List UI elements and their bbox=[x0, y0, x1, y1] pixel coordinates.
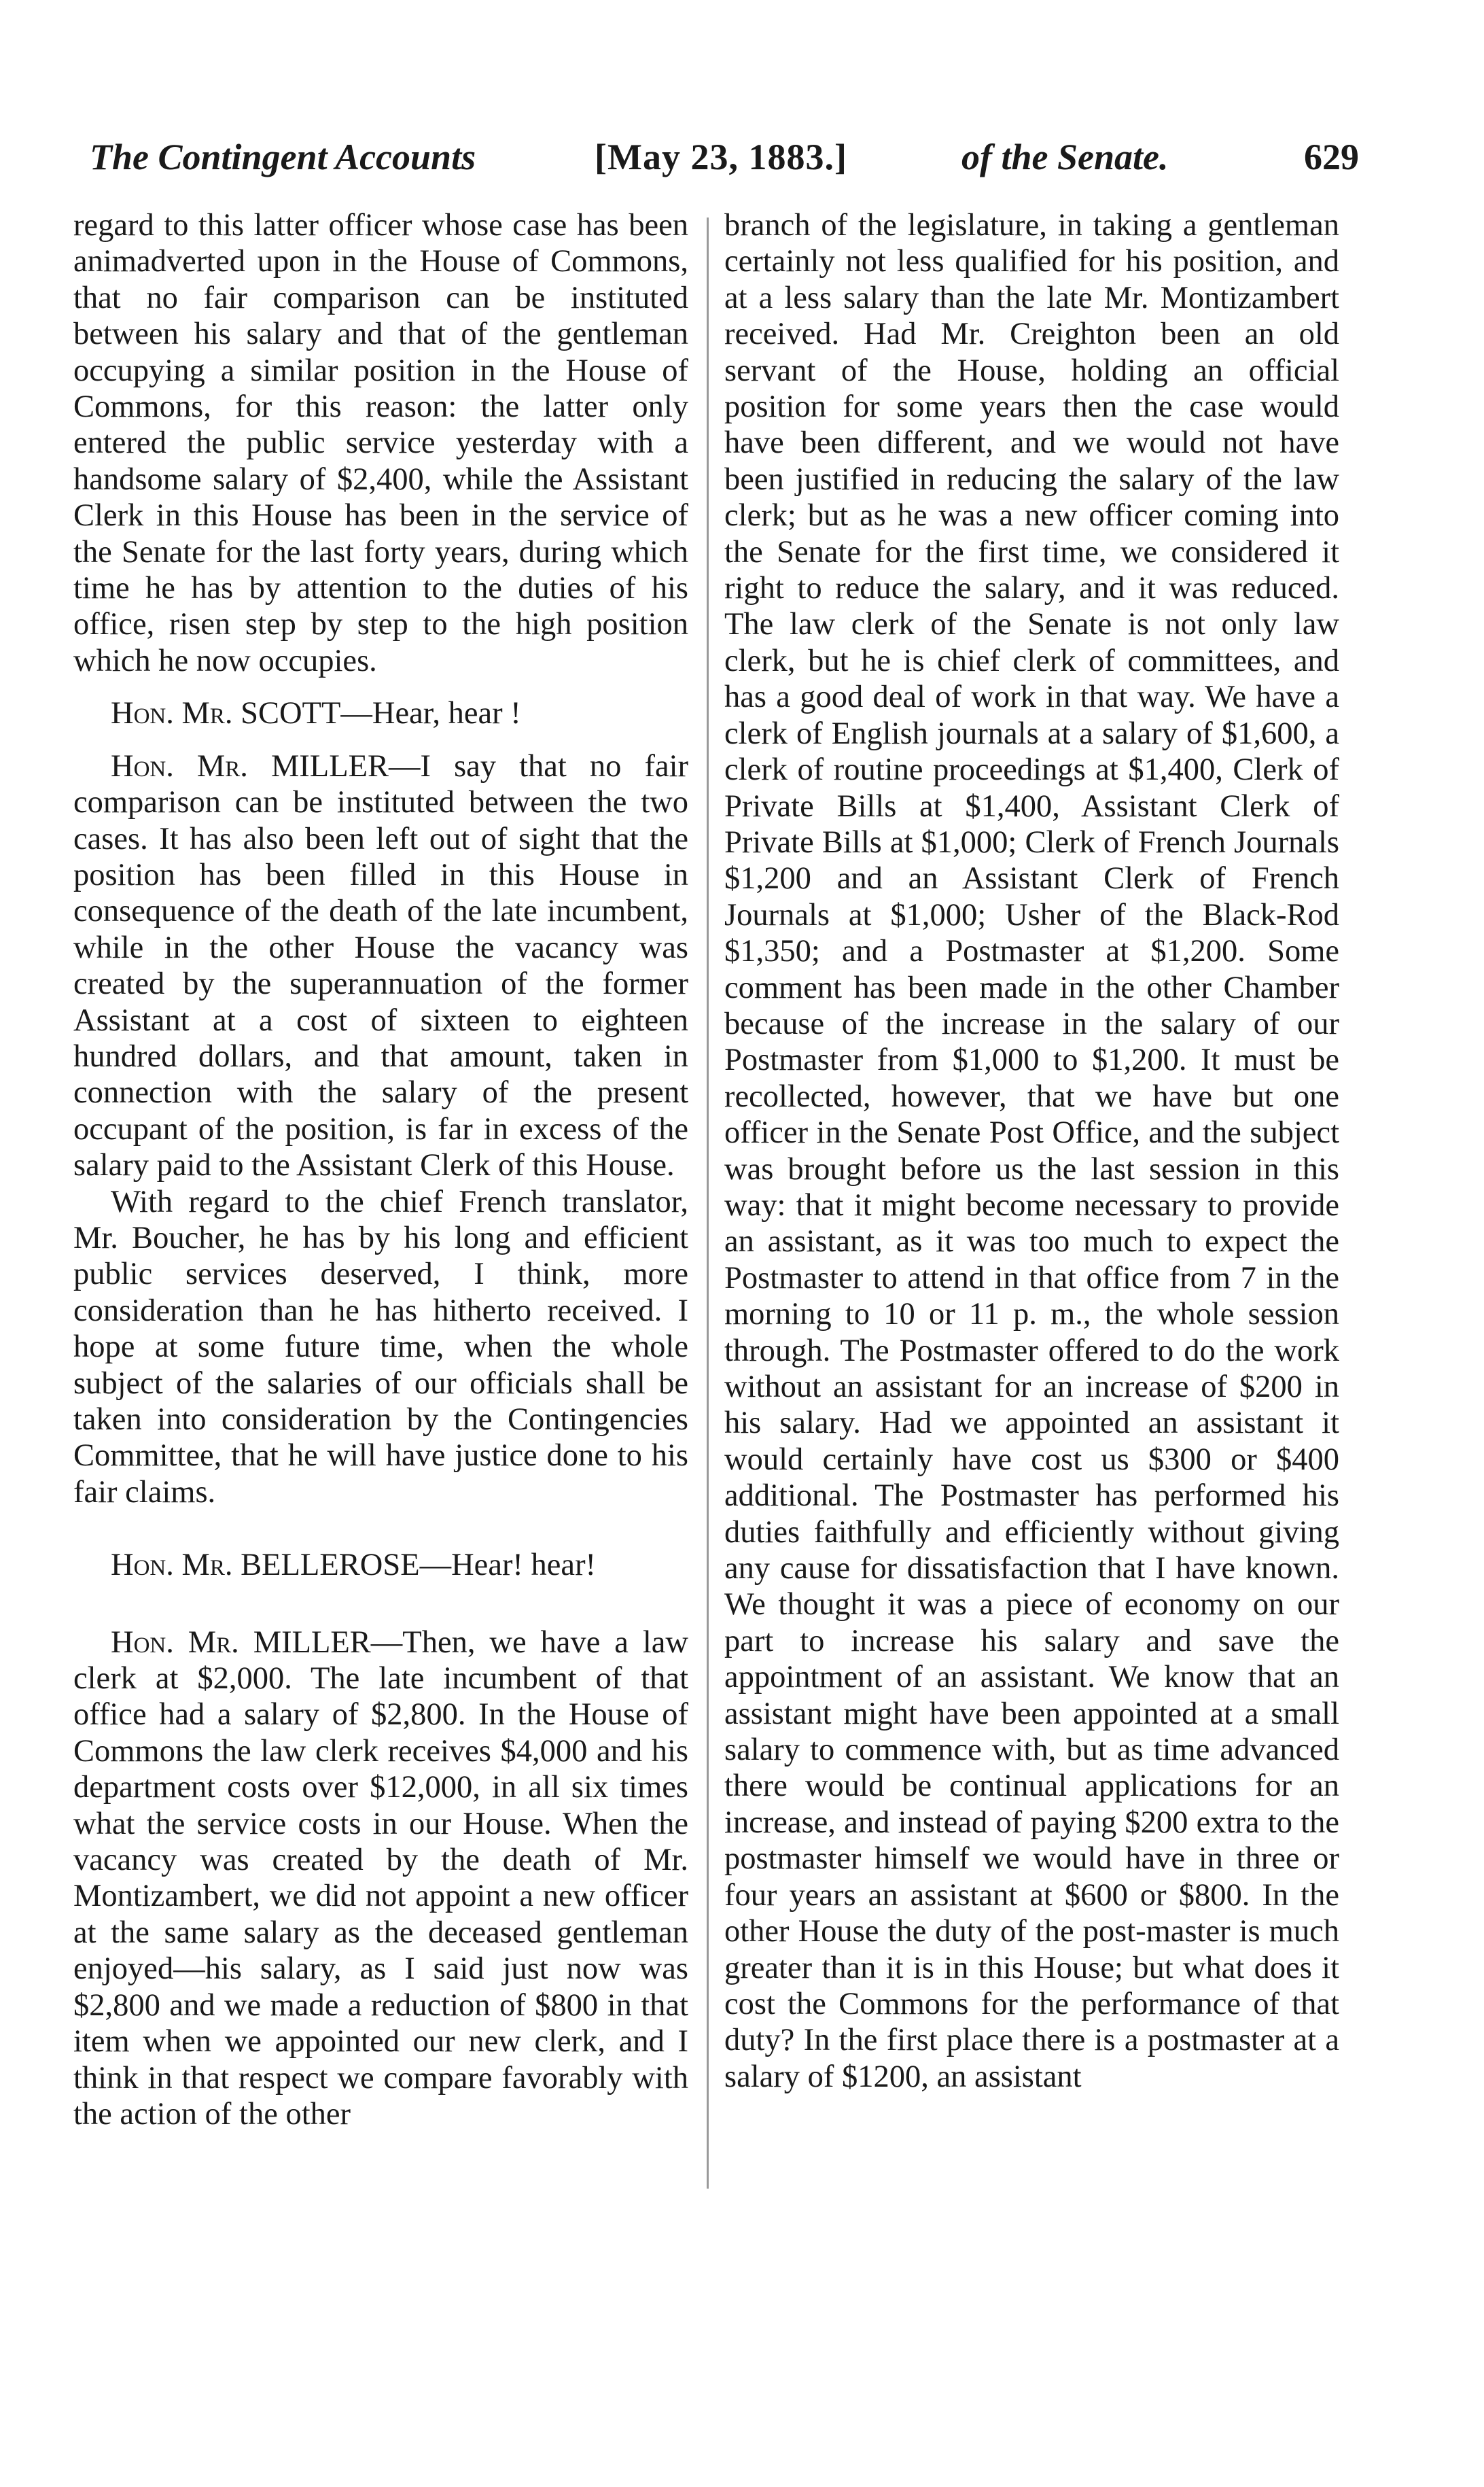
speech-text: —I say that no fair comparison can be instituted between the two cases. It has also been left out of sight that the position has been filled in this House in consequence of the death of the late incumbent, while in the other House the vacancy was created by the superannuation of the former Assistant at a cost of sixteen to eighteen hundred dollars, and that amount, taken in connection with the salary of the present occupant of the position, is far in excess of the salary paid to the Assistant Clerk of this House. bbox=[73, 748, 688, 1183]
speaker-name: Hon. Mr. BELLEROSE bbox=[111, 1548, 420, 1583]
speaker-name: Hon. Mr. MILLER bbox=[111, 748, 389, 784]
speech-bellerose bbox=[73, 1547, 688, 1583]
left-column bbox=[73, 207, 688, 2132]
speaker-name: Hon. Mr. SCOTT bbox=[111, 696, 341, 731]
header-date: [May 23, 1883.] bbox=[595, 137, 847, 177]
running-header bbox=[75, 133, 1359, 181]
header-right-title: of the Senate. bbox=[961, 137, 1169, 177]
right-paragraph-1: branch of the legislature, in taking a gentleman certainly not less qualified for his position, and at a less salary than the late Mr. Montizambert received. Had Mr. Creighton been an old servant of the House, holding an official position for some years then the case would have been different, and we would not have been justified in reducing the salary of the law clerk; but as he was a new officer coming into the Senate for the first time, we considered it right to reduce the salary, and it was reduced. The law clerk of the Senate is not only law clerk, but he is chief clerk of committees, and has a good deal of work in that way. We have a clerk of English journals at a salary of $1,600, a clerk of routine proceedings at $1,400, Clerk of Private Bills at $1,400, Assistant Clerk of Private Bills at $1,000; Clerk of French Journals $1,200 and an Assistant Clerk of French Journals at $1,000; Usher of the Black-Rod $1,350; and a Postmaster at $1,200. Some comment has been made in the other Chamber because of the increase in the salary of our Postmaster from $1,000 to $1,200. It must be recollected, however, that we have but one officer in the Senate Post Office, and the subject was brought before us the last session in this way: that it might become necessary to provide an assistant, as it was too much to expect the Postmaster to attend in that office from 7 in the morning to 10 or 11 p. m., the whole session through. The Postmaster offered to do the work without an assistant for an increase of $200 in his salary. Had we appointed an assistant it would certainly have cost us $300 or $400 additional. The Postmaster has performed his duties faithfully and efficiently without giving any cause for dissatisfaction that I have known. We thought it was a piece of economy on our part to increase his salary and save the appointment of an assistant. We know that an assistant might have been appointed at a small salary to commence with, but as time advanced there would be continual applications for an increase, and instead of paying $200 extra to the postmaster himself we would have in three or four years an assistant at $600 or $800. In the other House the duty of the post-master is much greater than it is in this House; but what does it cost the Commons for the performance of that duty? In the first place there is a postmaster at a salary of $1200, an assistant bbox=[724, 208, 1339, 2094]
speech-scott bbox=[73, 695, 688, 731]
speech-miller-2 bbox=[73, 1624, 688, 2133]
header-left-title: The Contingent Accounts bbox=[90, 137, 476, 177]
speech-text: —Hear, hear ! bbox=[340, 696, 521, 731]
column-divider bbox=[707, 218, 709, 2189]
speaker-name: Hon. Mr. MILLER bbox=[111, 1624, 371, 1660]
speech-text: —Hear! hear! bbox=[419, 1548, 597, 1583]
speech-miller-1 bbox=[73, 748, 688, 1184]
left-paragraph-boucher: With regard to the chief French translator, Mr. Boucher, he has by his long and efficient public services deserved, I think, more consideration than he has hitherto received. I hope at some future time, when the whole subject of the salaries of our officials shall be taken into consideration by the Contingencies Committee, that he will have justice done to his fair claims. bbox=[73, 1184, 688, 1510]
left-paragraph-1: regard to this latter officer whose case has been animadverted upon in the House of Commons, that no fair comparison can be instituted between his salary and that of the gentleman occupying a similar position in the House of Commons, for this reason: the latter only entered the public service yesterday with a handsome salary of $2,400, while the Assistant Clerk in this House has been in the service of the Senate for the last forty years, during which time he has by attention to the duties of his office, risen step by step to the high position which he now occupies. bbox=[73, 208, 688, 678]
speech-text: —Then, we have a law clerk at $2,000. The late incumbent of that office had a salary of $2,800. In the House of Commons the law clerk receives $4,000 and his department costs over $12,000, in all six times what the service costs in our House. When the vacancy was created by the death of Mr. Montizambert, we did not appoint a new officer at the same salary as the deceased gentleman enjoyed—his salary, as I said just now was $2,800 and we made a reduction of $800 in that item when we appointed our new clerk, and I think in that respect we compare favorably with the action of the other bbox=[73, 1624, 688, 2132]
page-number: 629 bbox=[1304, 137, 1359, 177]
right-column bbox=[724, 207, 1339, 2095]
